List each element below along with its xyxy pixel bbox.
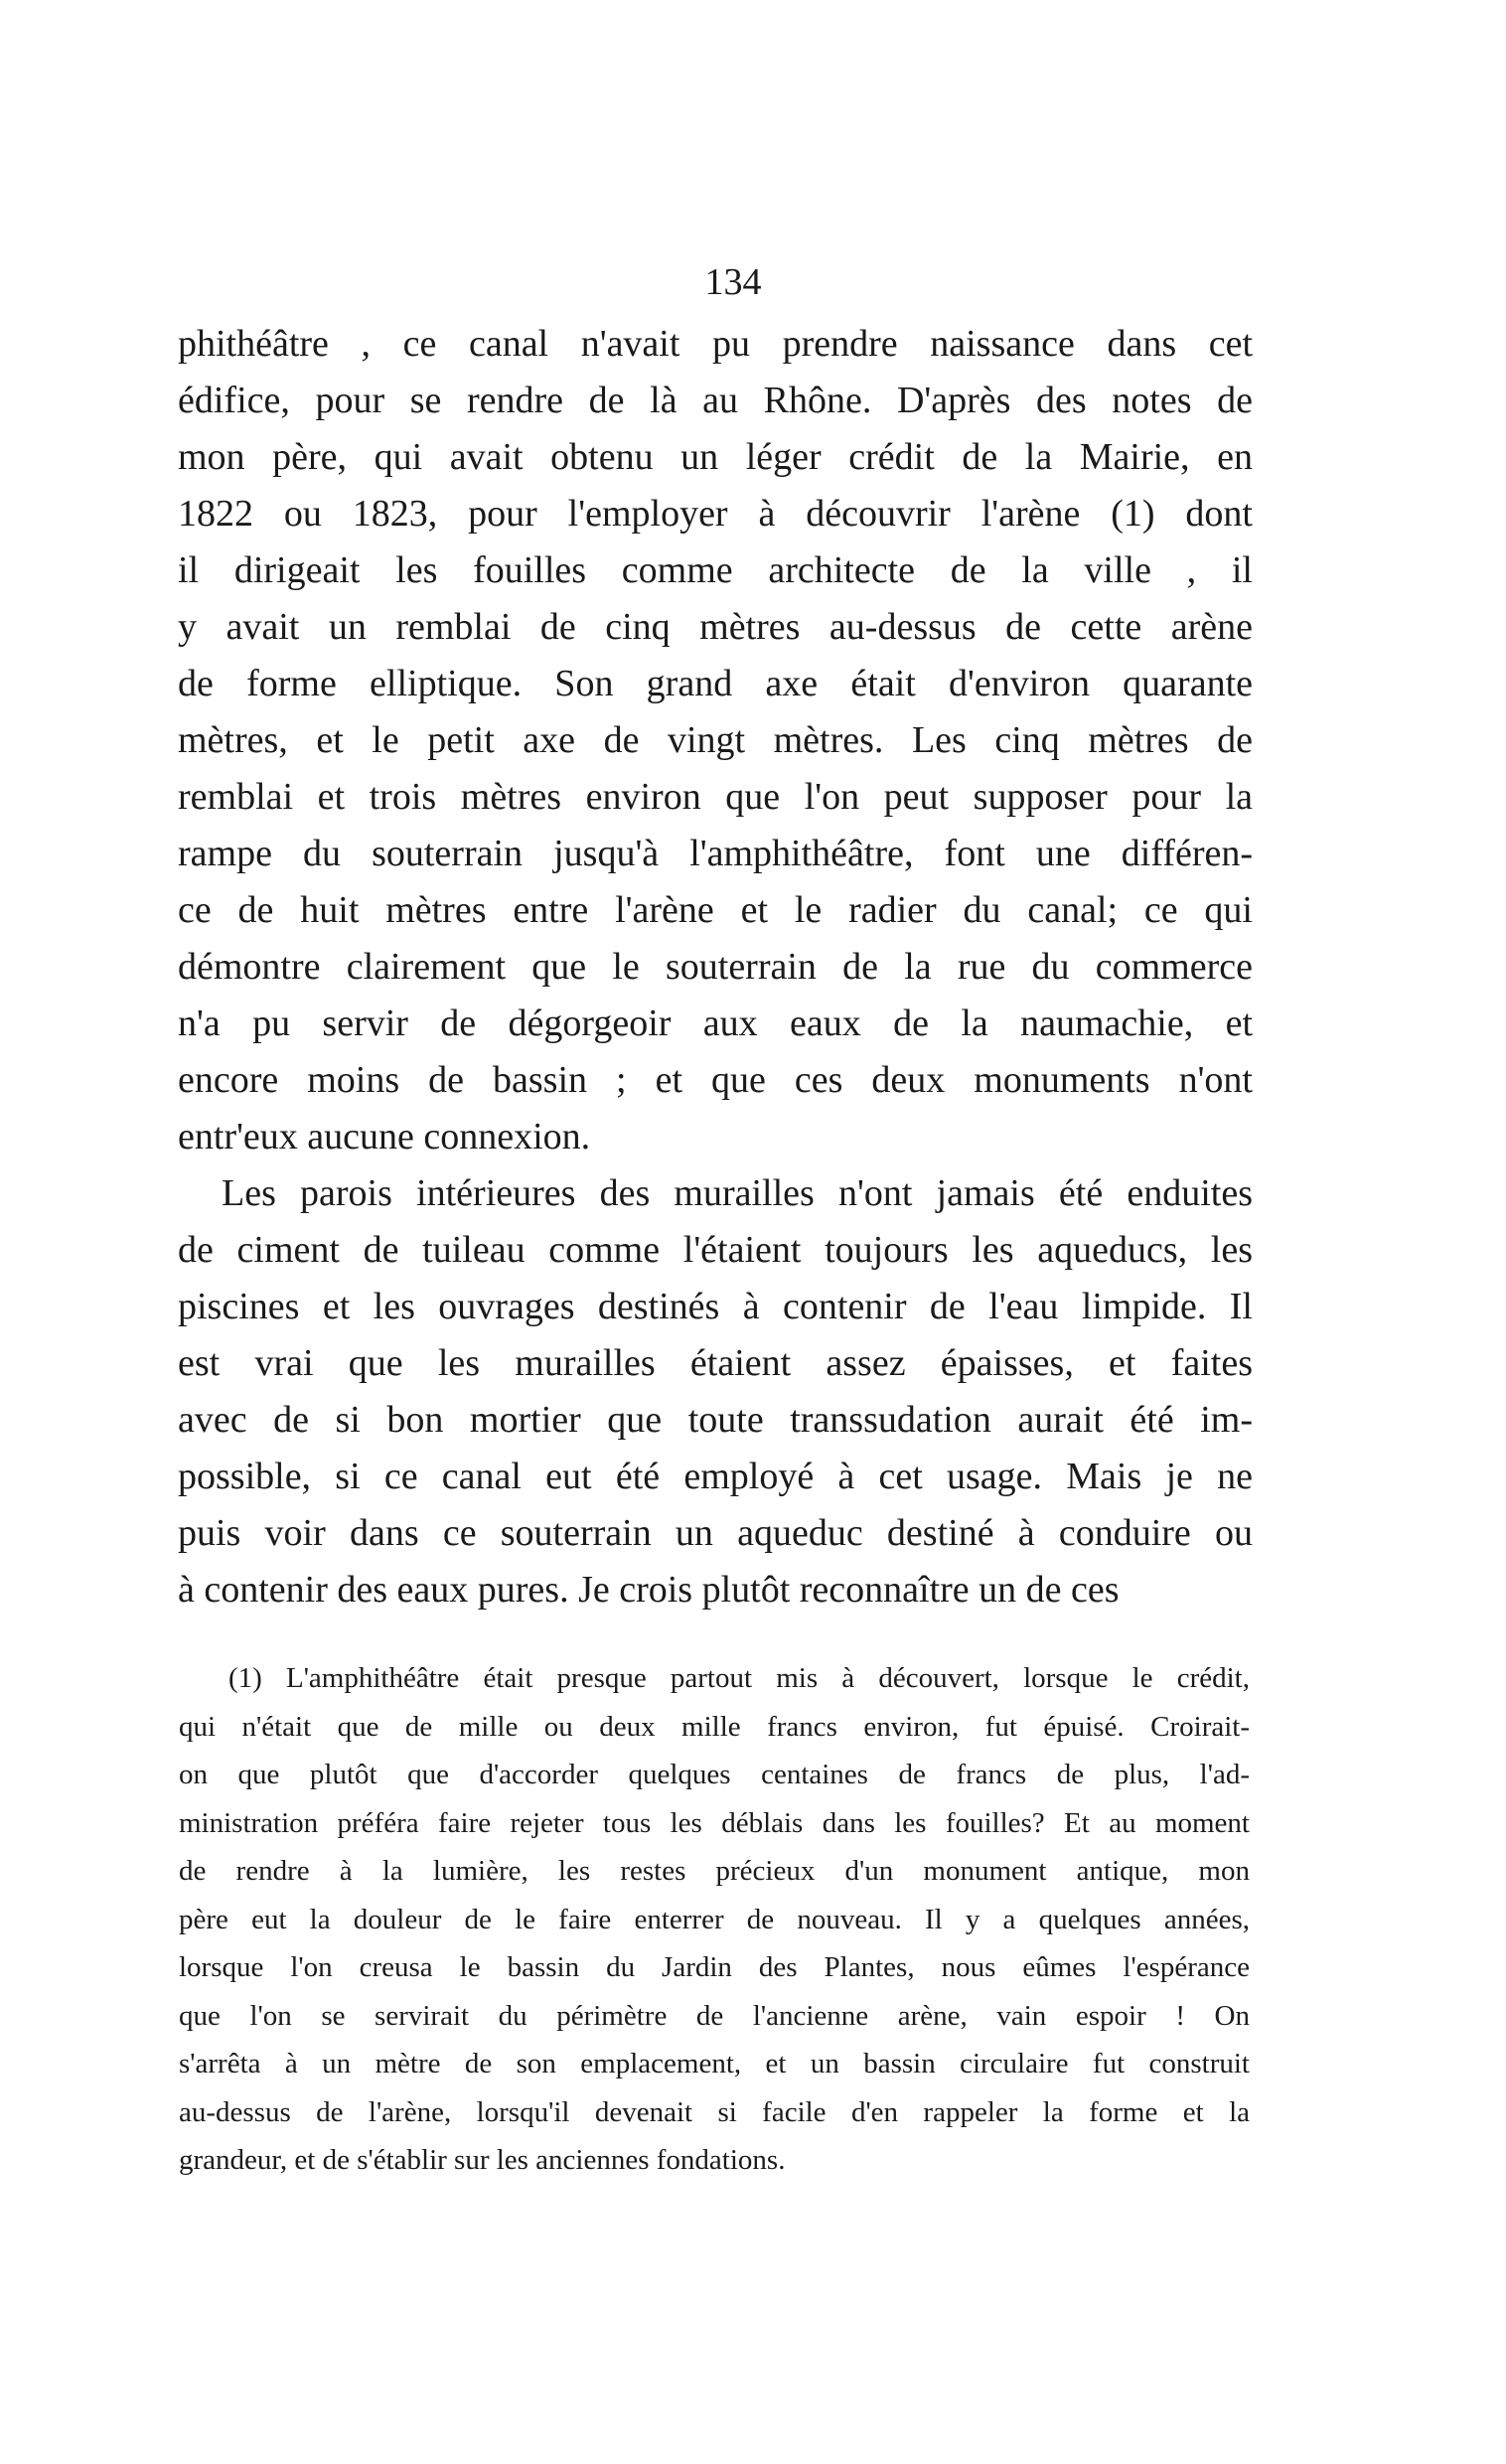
- body-line: Les parois intérieures des murailles n'ont jamais été enduites: [222, 1172, 1253, 1214]
- body-line: rampe du souterrain jusqu'à l'amphithéâtre, font une différen-: [178, 833, 1253, 874]
- body-line: mètres, et le petit axe de vingt mètres. Les cinq mètres de: [178, 719, 1253, 761]
- footnote-line: lorsque l'on creusa le bassin du Jardin des Plantes, nous eûmes l'espérance: [179, 1951, 1250, 1983]
- body-line: édifice, pour se rendre de là au Rhône. D'après des notes de: [178, 380, 1253, 421]
- footnote-line: qui n'était que de mille ou deux mille francs environ, fut épuisé. Croirait-: [179, 1710, 1250, 1743]
- body-line: entr'eux aucune connexion.: [178, 1116, 591, 1157]
- footnote-line: on que plutôt que d'accorder quelques centaines de francs de plus, l'ad-: [179, 1759, 1250, 1790]
- body-line: y avait un remblai de cinq mètres au-dessus de cette arène: [178, 606, 1253, 648]
- body-line: phithéâtre , ce canal n'avait pu prendre naissance dans cet: [178, 323, 1253, 365]
- body-line: de forme elliptique. Son grand axe était d'environ quarante: [178, 663, 1253, 704]
- body-line: n'a pu servir de dégorgeoir aux eaux de la naumachie, et: [178, 1002, 1253, 1044]
- body-line: puis voir dans ce souterrain un aqueduc destiné à conduire ou: [178, 1512, 1253, 1554]
- footnote-line: de rendre à la lumière, les restes précieux d'un monument antique, mon: [179, 1855, 1250, 1887]
- body-line: mon père, qui avait obtenu un léger crédit de la Mairie, en: [178, 436, 1253, 478]
- page-number-text: 134: [704, 261, 762, 303]
- footnote-line: au-dessus de l'arène, lorsqu'il devenait si facile d'en rappeler la forme et la: [179, 2095, 1250, 2128]
- footnote-line: s'arrêta à un mètre de son emplacement, et un bassin circulaire fut construit: [179, 2048, 1250, 2079]
- body-line: 1822 ou 1823, pour l'employer à découvrir l'arène (1) dont: [178, 493, 1253, 535]
- footnote-line: que l'on se servirait du périmètre de l'ancienne arène, vain espoir ! On: [179, 1999, 1250, 2032]
- body-line: à contenir des eaux pures. Je crois plutôt reconnaître un de ces: [178, 1569, 1120, 1611]
- footnote-line: (1) L'amphithéâtre était presque partout mis à découvert, lorsque le crédit,: [228, 1662, 1250, 1694]
- page-number: [0, 260, 1506, 304]
- footnote-line: grandeur, et de s'établir sur les anciennes fondations.: [179, 2144, 786, 2176]
- body-line: de ciment de tuileau comme l'étaient toujours les aqueducs, les: [178, 1229, 1253, 1271]
- footnote-line: père eut la douleur de le faire enterrer de nouveau. Il y a quelques années,: [179, 1903, 1250, 1935]
- footnote: [179, 1654, 1250, 2185]
- body-line: est vrai que les murailles étaient assez épaisses, et faites: [178, 1342, 1253, 1384]
- body-line: piscines et les ouvrages destinés à contenir de l'eau limpide. Il: [178, 1286, 1253, 1327]
- body-line: il dirigeait les fouilles comme architecte de la ville , il: [178, 549, 1253, 591]
- body-text: [178, 316, 1253, 1618]
- body-line: encore moins de bassin ; et que ces deux monuments n'ont: [178, 1059, 1253, 1101]
- body-line: possible, si ce canal eut été employé à cet usage. Mais je ne: [178, 1456, 1253, 1497]
- body-line: remblai et trois mètres environ que l'on peut supposer pour la: [178, 776, 1253, 818]
- body-line: démontre clairement que le souterrain de la rue du commerce: [178, 946, 1253, 988]
- footnote-line: ministration préféra faire rejeter tous les déblais dans les fouilles? Et au moment: [179, 1806, 1250, 1839]
- body-line: ce de huit mètres entre l'arène et le radier du canal; ce qui: [178, 889, 1253, 931]
- body-line: avec de si bon mortier que toute transsudation aurait été im-: [178, 1399, 1253, 1441]
